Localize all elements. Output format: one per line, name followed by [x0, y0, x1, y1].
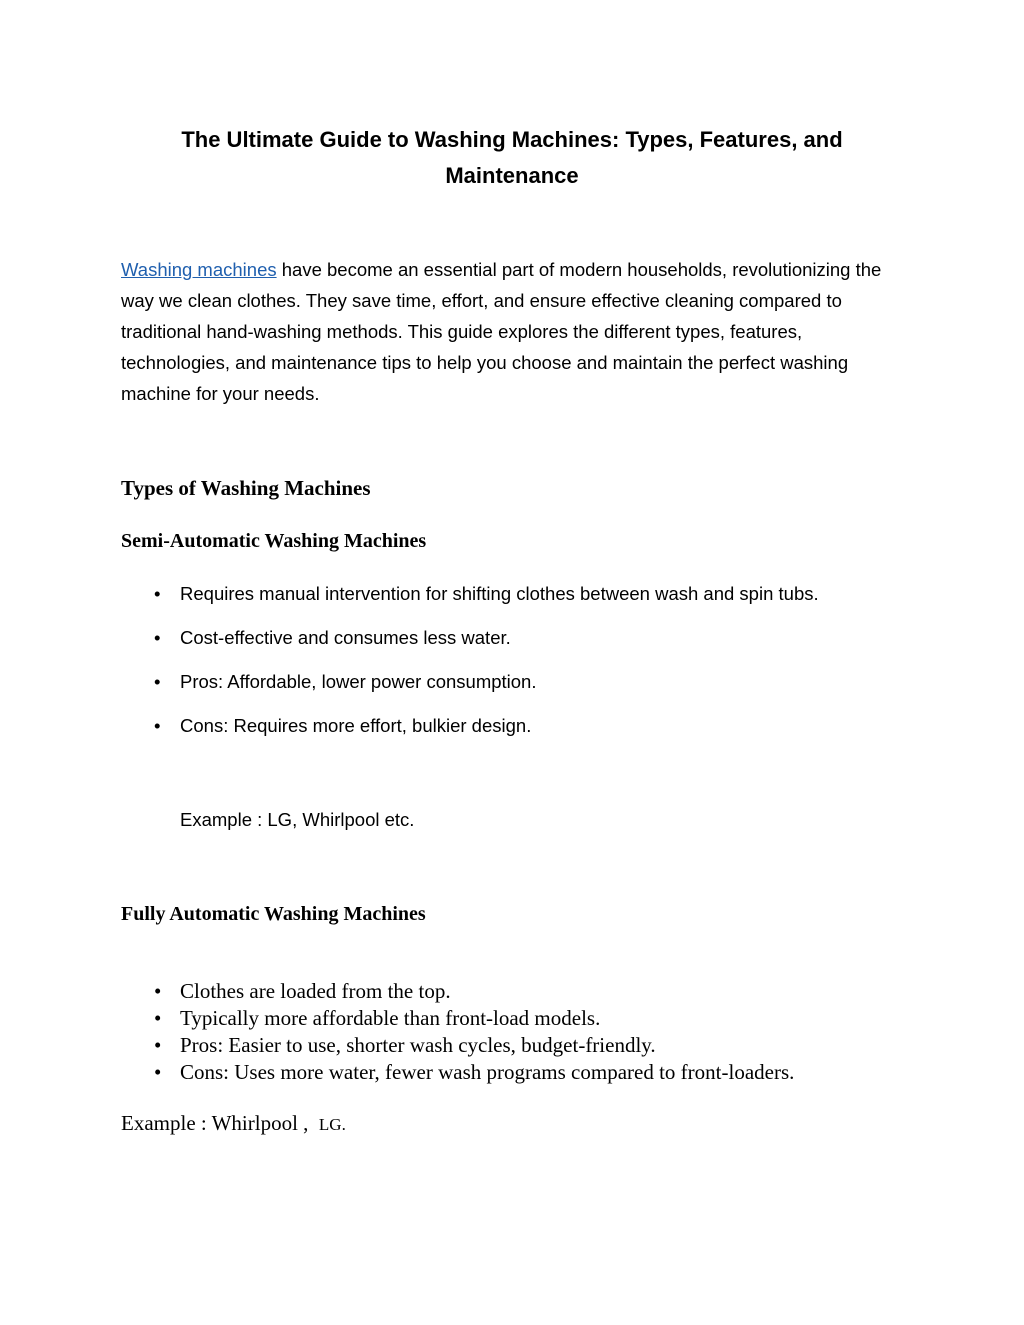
list-item: [121, 578, 911, 609]
bullet-icon: •: [154, 583, 161, 604]
list-item: [121, 666, 911, 697]
fully-automatic-example: [121, 1108, 346, 1140]
bullet-icon: •: [154, 671, 161, 692]
bullet-icon: •: [154, 1006, 162, 1030]
page-title-line-1: The Ultimate Guide to Washing Machines: Types, Features, and: [181, 127, 843, 152]
bullet-icon: •: [154, 1033, 162, 1057]
list-item-text: Cons: Uses more water, fewer wash programs compared to front-loaders.: [180, 1060, 795, 1084]
semi-automatic-example: Example : LG, Whirlpool etc.: [180, 809, 415, 830]
list-item-text: Typically more affordable than front-load models.: [180, 1006, 601, 1030]
bullet-icon: •: [154, 1060, 162, 1084]
washing-machines-link[interactable]: Washing machines: [121, 259, 277, 280]
list-item: [121, 978, 941, 1005]
list-item: [121, 710, 911, 741]
section-heading-fully-automatic: Fully Automatic Washing Machines: [121, 903, 426, 925]
list-item: [121, 1059, 941, 1086]
example-suffix: LG.: [318, 1115, 346, 1134]
list-item: [121, 1005, 941, 1032]
bullet-icon: •: [154, 627, 161, 648]
fully-automatic-list: [121, 978, 941, 1086]
bullet-icon: •: [154, 715, 161, 736]
intro-paragraph: [121, 254, 911, 409]
list-item-text: Clothes are loaded from the top.: [180, 979, 451, 1003]
list-item-text: Pros: Easier to use, shorter wash cycles, budget-friendly.: [180, 1033, 656, 1057]
bullet-icon: •: [154, 979, 162, 1003]
list-item-text: Cons: Requires more effort, bulkier design.: [180, 715, 532, 736]
list-item: [121, 1032, 941, 1059]
section-heading-types: Types of Washing Machines: [121, 476, 371, 500]
example-prefix: Example : Whirlpool ,: [121, 1111, 309, 1135]
list-item-text: Cost-effective and consumes less water.: [180, 627, 511, 648]
page-title: [120, 122, 904, 194]
list-item-text: Pros: Affordable, lower power consumption.: [180, 671, 537, 692]
section-heading-semi-automatic: Semi-Automatic Washing Machines: [121, 530, 427, 552]
semi-automatic-list: [121, 578, 911, 754]
page-title-line-2: Maintenance: [445, 163, 579, 188]
list-item: [121, 622, 911, 653]
list-item-text: Requires manual intervention for shifting clothes between wash and spin tubs.: [180, 583, 819, 604]
intro-text: have become an essential part of modern households, revolutionizing the way we clean clothes. They save time, effort, and ensure effective cleaning compared to traditional hand-washing methods. This guide explores the different types, features, technologies, and maintenance tips to help you choose and maintain the perfect washing machine for your needs.: [121, 259, 882, 404]
